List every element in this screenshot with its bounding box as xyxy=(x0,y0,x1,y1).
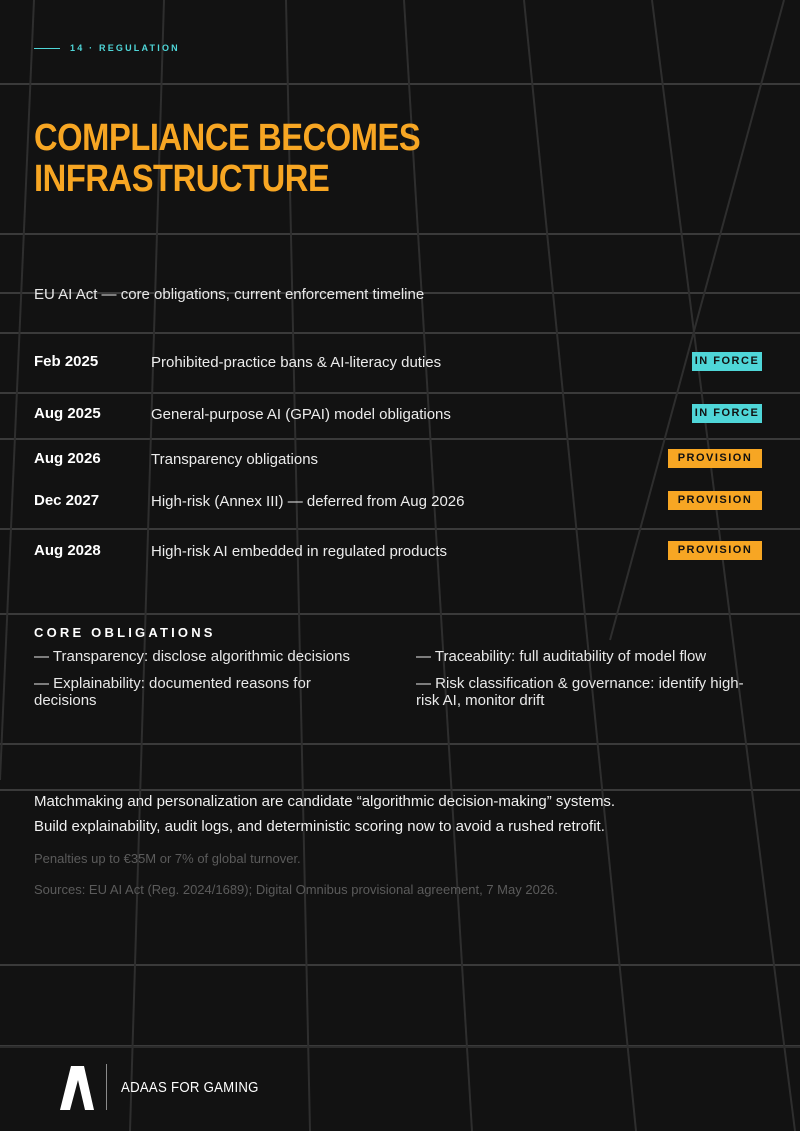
timeline-text: High-risk AI embedded in regulated products xyxy=(151,543,448,560)
timeline-text: General-purpose AI (GPAI) model obligations xyxy=(151,406,451,423)
timeline-row xyxy=(34,405,762,425)
brand-name: ADAAS FOR GAMING xyxy=(121,1079,259,1096)
timeline-date: Aug 2028 xyxy=(34,542,101,559)
timeline-date: Aug 2026 xyxy=(34,450,101,467)
timeline-row xyxy=(34,450,762,470)
status-badge: PROVISION xyxy=(668,541,762,560)
status-badge: IN FORCE xyxy=(692,404,762,423)
timeline-row xyxy=(34,492,762,512)
timeline-date: Feb 2025 xyxy=(34,353,99,370)
obligation-item: — Transparency: disclose algorithmic decisions xyxy=(34,648,350,665)
page-title xyxy=(34,118,481,200)
page-subtitle: EU AI Act — core obligations, current enforcement timeline xyxy=(34,286,425,303)
section-label-text: 14 · REGULATION xyxy=(70,43,180,53)
page-title-line-2: INFRASTRUCTURE xyxy=(34,158,330,200)
status-badge: PROVISION xyxy=(668,449,762,468)
body-text-line: Build explainability, audit logs, and deterministic scoring now to avoid a rushed retrofit. xyxy=(34,818,605,835)
timeline-text: Prohibited-practice bans & AI-literacy duties xyxy=(151,354,442,371)
status-badge: PROVISION xyxy=(668,491,762,510)
penalties-note: Penalties up to €35M or 7% of global turnover. xyxy=(34,851,301,866)
status-badge: IN FORCE xyxy=(692,352,762,371)
body-text-line: Matchmaking and personalization are candidate “algorithmic decision-making” systems. xyxy=(34,793,616,810)
timeline-text: Transparency obligations xyxy=(151,451,319,468)
obligation-item: — Risk classification & governance: identify high-risk AI, monitor drift xyxy=(416,675,744,709)
footer-separator xyxy=(106,1064,107,1110)
obligation-item: — Traceability: full auditability of model flow xyxy=(416,648,707,665)
timeline-date: Aug 2025 xyxy=(34,405,101,422)
section-label xyxy=(34,43,180,53)
footer-divider xyxy=(0,1046,800,1048)
timeline-row xyxy=(34,353,762,373)
core-obligations-heading: CORE OBLIGATIONS xyxy=(34,625,216,640)
page-title-line-1: COMPLIANCE BECOMES xyxy=(34,117,421,159)
timeline-row xyxy=(34,542,762,562)
timeline-date: Dec 2027 xyxy=(34,492,100,509)
eyebrow-rule xyxy=(34,48,60,49)
obligation-item: — Explainability: documented reasons for decisions xyxy=(34,675,311,709)
timeline-text: High-risk (Annex III) — deferred from Aug 2026 xyxy=(151,493,465,510)
sources-note: Sources: EU AI Act (Reg. 2024/1689); Digital Omnibus provisional agreement, 7 May 2026. xyxy=(34,882,558,897)
adaas-a-logo-icon xyxy=(58,1066,96,1110)
